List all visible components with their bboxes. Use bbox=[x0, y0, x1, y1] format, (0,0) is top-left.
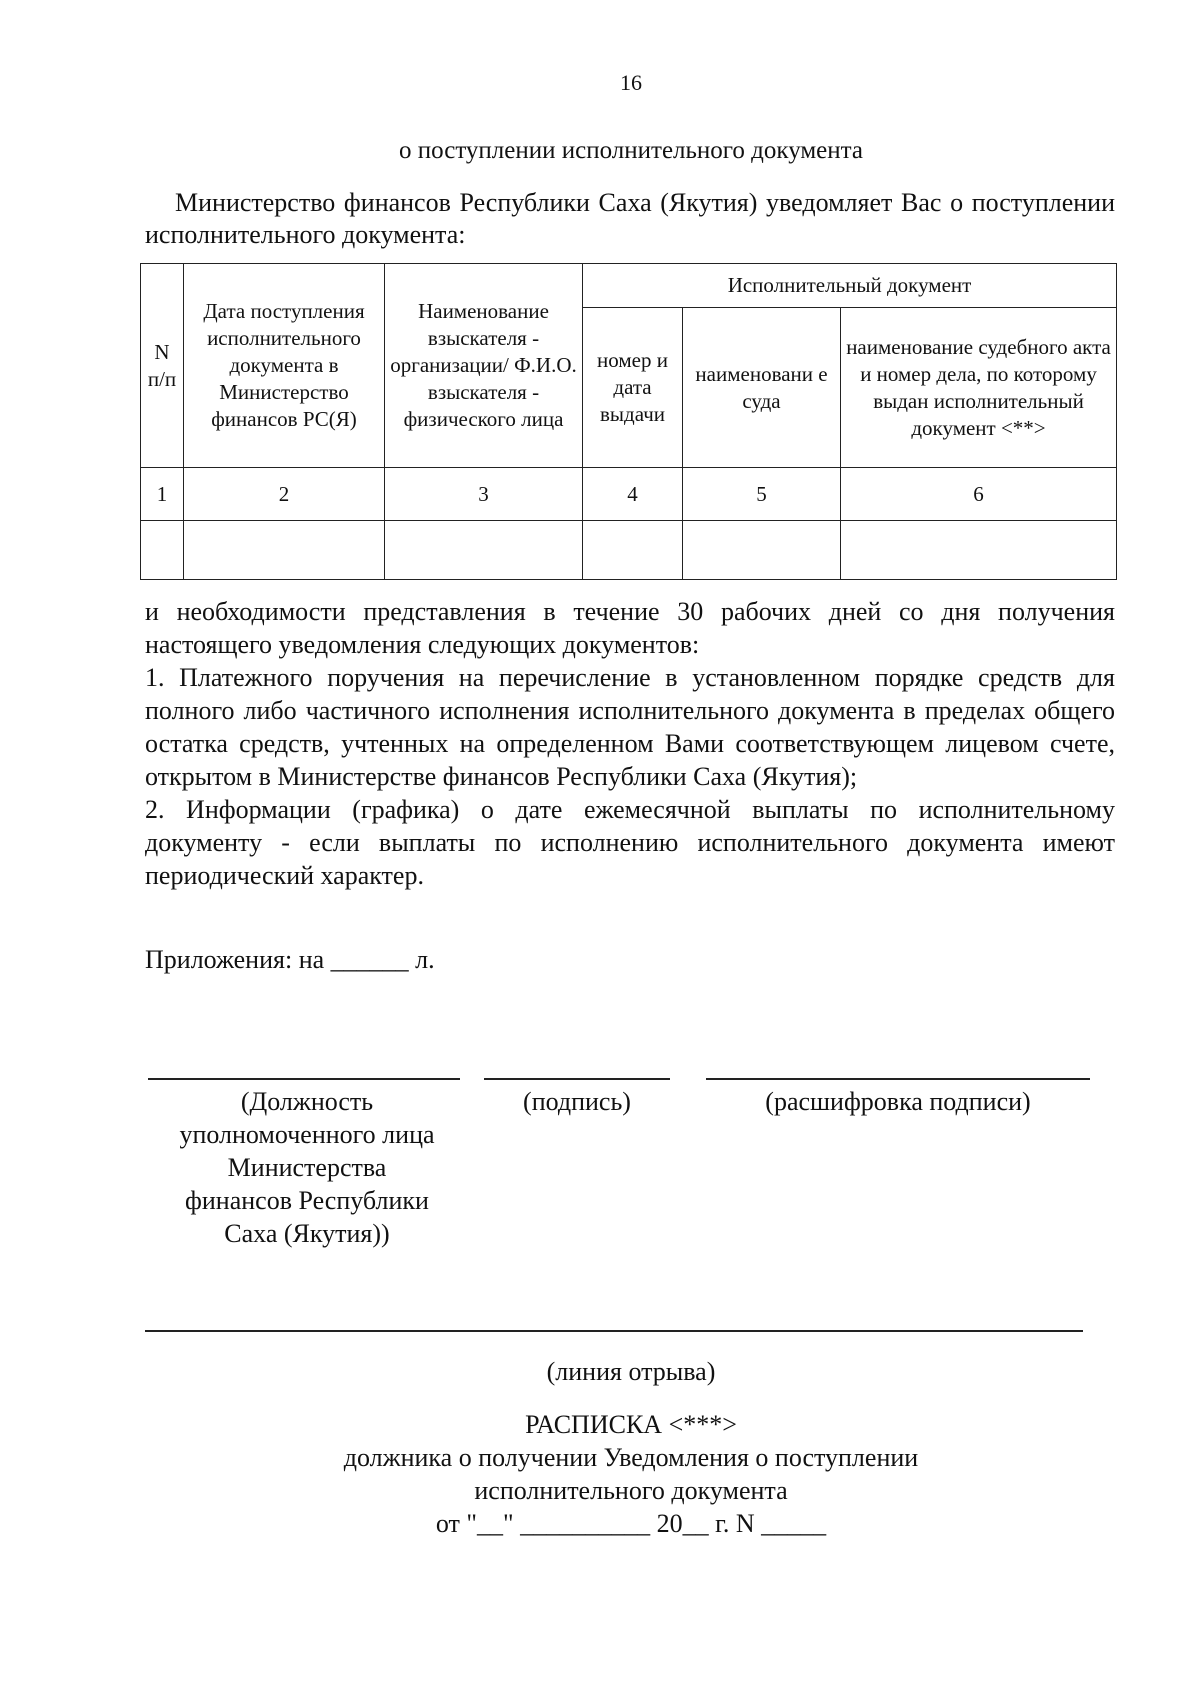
signature-line-decode bbox=[706, 1078, 1090, 1080]
receipt-title: РАСПИСКА <***> bbox=[525, 1410, 737, 1439]
receipt-block bbox=[0, 1408, 1200, 1540]
tear-line-label: (линия отрыва) bbox=[546, 1357, 716, 1386]
table-row-empty bbox=[141, 521, 1117, 580]
number-cell: 3 bbox=[385, 468, 583, 521]
signature-line-position bbox=[148, 1078, 460, 1080]
signature-caption-decode: (расшифровка подписи) bbox=[765, 1087, 1031, 1116]
signature-line-sign bbox=[484, 1078, 670, 1080]
header-cell-group: Исполнительный документ bbox=[583, 264, 1117, 308]
number-cell: 4 bbox=[583, 468, 683, 521]
page-subtitle: о поступлении исполнительного документа bbox=[398, 137, 863, 164]
receipt-line-1: должника о получении Уведомления о поступлении bbox=[343, 1443, 919, 1472]
number-cell: 5 bbox=[683, 468, 841, 521]
receipt-line-2: исполнительного документа bbox=[474, 1476, 788, 1505]
header-cell-n: N п/п bbox=[141, 264, 184, 468]
header-cell-number: номер и дата выдачи bbox=[583, 308, 683, 468]
header-cell-act: наименование судебного акта и номер дела, по которому выдан исполнительный документ <**> bbox=[841, 308, 1117, 468]
intro-paragraph: Министерство финансов Республики Саха (Якутия) уведомляет Вас о поступлении исполнительного документа: bbox=[145, 188, 1115, 249]
page-number: 16 bbox=[620, 70, 642, 95]
number-cell: 6 bbox=[841, 468, 1117, 521]
body-paragraph-1: и необходимости представления в течение 30 рабочих дней со дня получения настоящего уведомления следующих документов: bbox=[145, 597, 1115, 659]
signature-caption-sign: (подпись) bbox=[523, 1087, 631, 1116]
header-cell-court: наименовани е суда bbox=[683, 308, 841, 468]
empty-cell bbox=[583, 521, 683, 580]
body-paragraph-2: 1. Платежного поручения на перечисление в установленном порядке средств для полного либо частичного исполнения исполнительного документа в пределах общего остатка средств, учтенных на определенном Вами соответствующем лицевом счете, открытом в Министерстве финансов Республики Саха (Якутия); bbox=[145, 663, 1115, 791]
tear-line bbox=[145, 1330, 1083, 1332]
header-cell-date: Дата поступления исполнительного документа в Министерство финансов РС(Я) bbox=[184, 264, 385, 468]
body-paragraph-3: 2. Информации (графика) о дате ежемесячной выплаты по исполнительному документу - если выплаты по исполнению исполнительного документа имеют периодический характер. bbox=[145, 795, 1115, 890]
table-header-row bbox=[141, 264, 1117, 308]
document-table bbox=[140, 263, 1117, 580]
empty-cell bbox=[184, 521, 385, 580]
header-cell-claimant: Наименование взыскателя - организации/ Ф.И.О. взыскателя - физического лица bbox=[385, 264, 583, 468]
empty-cell bbox=[841, 521, 1117, 580]
empty-cell bbox=[683, 521, 841, 580]
attachments-line: Приложения: на ______ л. bbox=[145, 945, 435, 974]
body-text bbox=[145, 595, 1115, 892]
table-row-numbers bbox=[141, 468, 1117, 521]
number-cell: 2 bbox=[184, 468, 385, 521]
number-cell: 1 bbox=[141, 468, 184, 521]
empty-cell bbox=[141, 521, 184, 580]
receipt-line-3: от "__" __________ 20__ г. N _____ bbox=[435, 1509, 827, 1538]
empty-cell bbox=[385, 521, 583, 580]
signature-caption-position: (Должность уполномоченного лица Министерства финансов Республики Саха (Якутия)) bbox=[179, 1087, 435, 1248]
